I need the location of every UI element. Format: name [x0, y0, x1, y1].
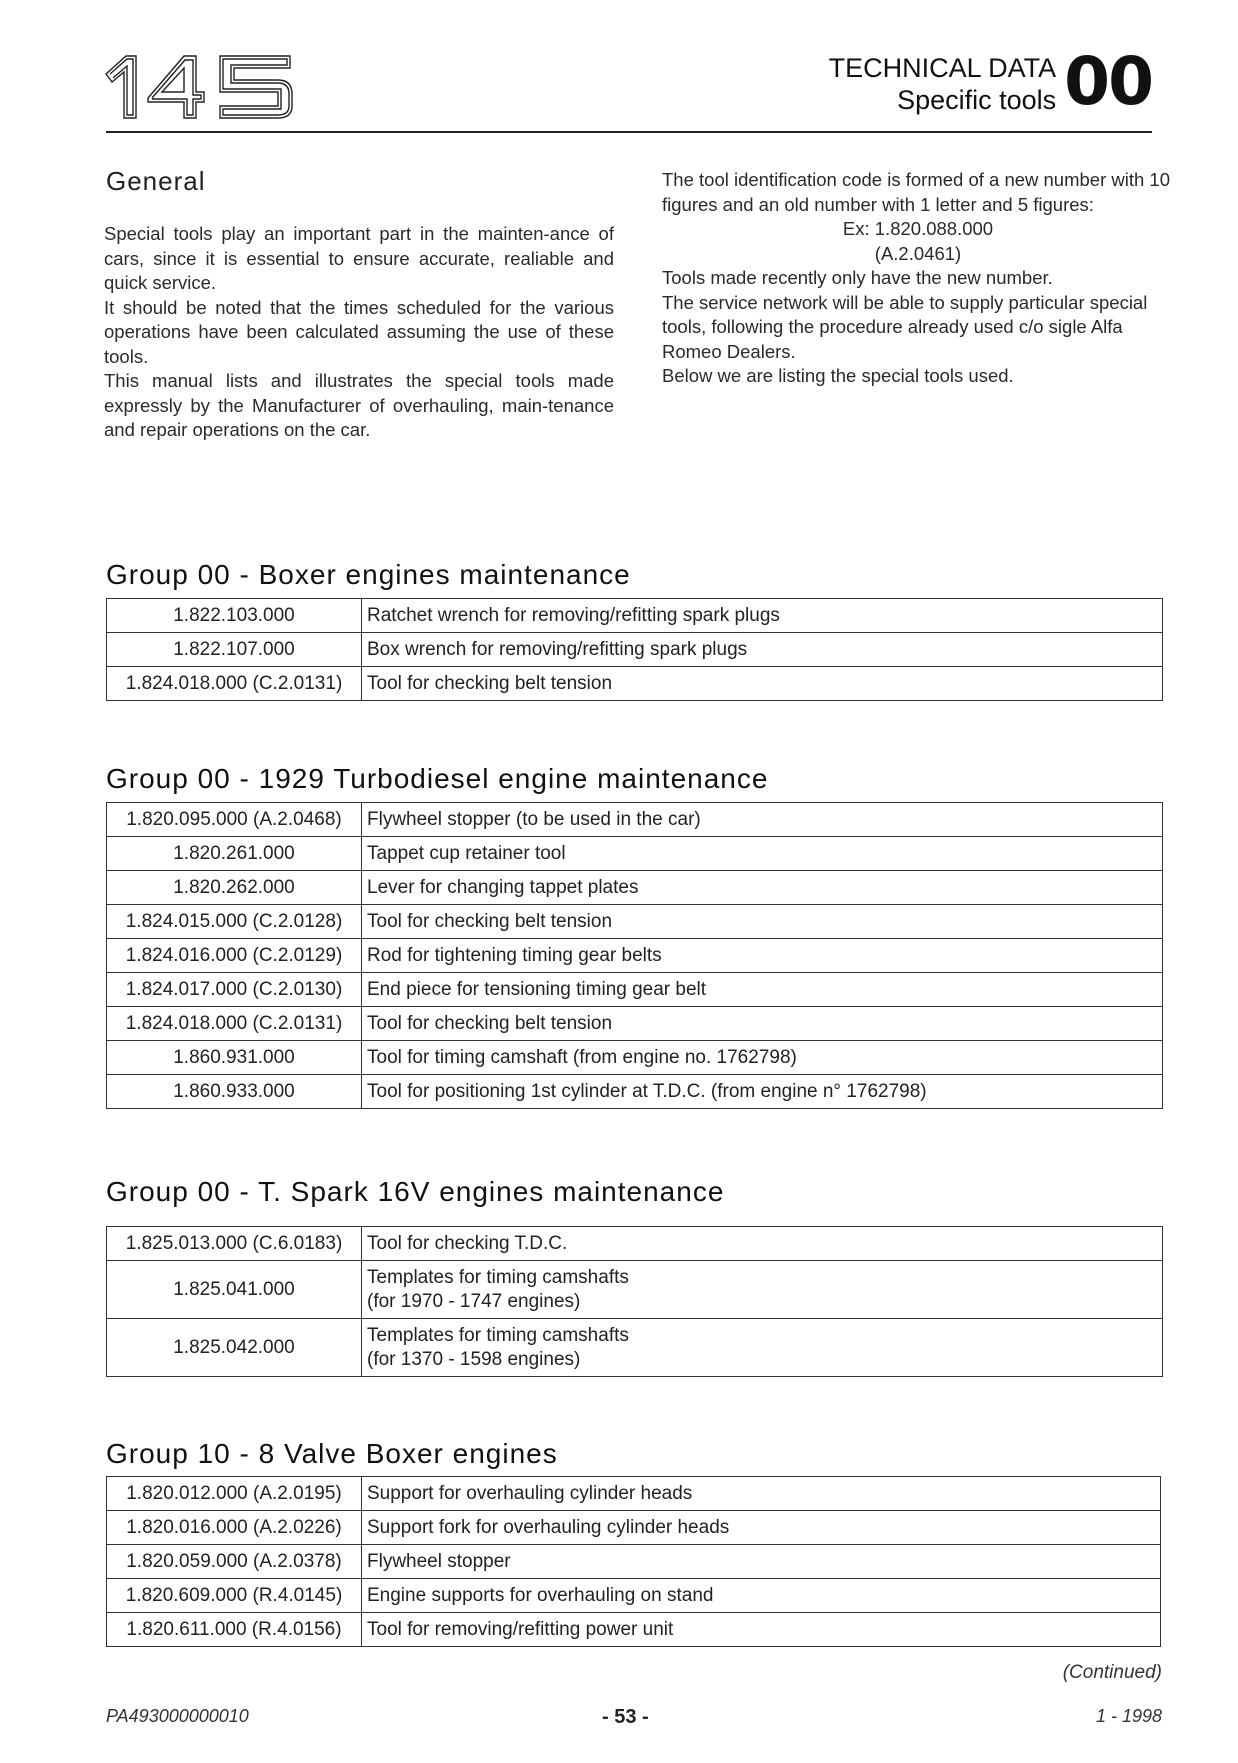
tool-code: 1.824.015.000 (C.2.0128) [107, 905, 362, 939]
group-heading: Group 10 - 8 Valve Boxer engines [106, 1438, 558, 1469]
tool-code: 1.820.609.000 (R.4.0145) [107, 1579, 362, 1613]
tool-code: 1.822.107.000 [107, 633, 362, 667]
continued-note: (Continued) [1062, 1662, 1162, 1683]
tool-description: Support fork for overhauling cylinder heads [362, 1511, 1161, 1545]
general-heading: General [106, 166, 206, 196]
header-subtitle: Specific tools [897, 85, 1057, 115]
tool-description: Lever for changing tappet plates [362, 871, 1163, 905]
group-heading: Group 00 - Boxer engines maintenance [106, 559, 631, 590]
general-paragraph: Below we are listing the special tools used. [662, 365, 1014, 386]
tool-code: 1.820.262.000 [107, 871, 362, 905]
tool-description-line: Templates for timing camshafts [367, 1324, 629, 1346]
tools-table [106, 1226, 1163, 1377]
tool-code: 1.820.095.000 (A.2.0468) [107, 803, 362, 837]
tool-description: Tool for timing camshaft (from engine no. 1762798) [362, 1041, 1163, 1075]
tool-description-line: (for 1970 - 1747 engines) [367, 1290, 581, 1312]
tool-code: 1.820.611.000 (R.4.0156) [107, 1613, 362, 1647]
table-row [107, 1545, 1161, 1579]
general-paragraph: The tool identification code is formed of a new number with 10 figures and an old number with 1 letter and 5 figures: [662, 169, 1171, 215]
tool-description: Flywheel stopper (to be used in the car) [362, 803, 1163, 837]
tool-description: Tool for checking T.D.C. [362, 1227, 1163, 1261]
tool-description: Tool for removing/refitting power unit [362, 1613, 1161, 1647]
tool-description: Tool for checking belt tension [362, 905, 1163, 939]
general-paragraph: Tools made recently only have the new number. [662, 267, 1053, 288]
tool-description: Rod for tightening timing gear belts [362, 939, 1163, 973]
tool-code: 1.860.931.000 [107, 1041, 362, 1075]
table-row [107, 1511, 1161, 1545]
edition-date: 1 - 1998 [1095, 1706, 1162, 1726]
table-row [107, 803, 1163, 837]
table-row [107, 1613, 1161, 1647]
table-row [107, 1261, 1163, 1319]
tool-description: Engine supports for overhauling on stand [362, 1579, 1161, 1613]
tools-table [106, 598, 1163, 701]
table-row [107, 667, 1163, 701]
table-row [107, 1319, 1163, 1377]
header-rule [106, 131, 1152, 133]
tool-description: Tappet cup retainer tool [362, 837, 1163, 871]
tool-code: 1.824.017.000 (C.2.0130) [107, 973, 362, 1007]
document-code: PA493000000010 [106, 1706, 249, 1726]
tool-description: Box wrench for removing/refitting spark plugs [362, 633, 1163, 667]
page-number: - 53 - [602, 1706, 649, 1728]
tool-description: Ratchet wrench for removing/refitting spark plugs [362, 599, 1163, 633]
tool-code: 1.825.042.000 [107, 1319, 362, 1377]
tool-description-line: (for 1370 - 1598 engines) [367, 1348, 581, 1370]
tool-code: 1.820.016.000 (A.2.0226) [107, 1511, 362, 1545]
tool-code: 1.822.103.000 [107, 599, 362, 633]
tool-description: Tool for checking belt tension [362, 1007, 1163, 1041]
table-row [107, 1579, 1161, 1613]
table-row [107, 1007, 1163, 1041]
tool-description: Flywheel stopper [362, 1545, 1161, 1579]
tool-code: 1.824.018.000 (C.2.0131) [107, 667, 362, 701]
tool-code: 1.825.041.000 [107, 1261, 362, 1319]
header-title: TECHNICAL DATA [828, 53, 1057, 83]
table-row [107, 633, 1163, 667]
table-row [107, 1477, 1161, 1511]
table-row [107, 871, 1163, 905]
table-row [107, 1041, 1163, 1075]
tools-table [106, 802, 1163, 1109]
model-145-logo [100, 52, 296, 124]
table-row [107, 599, 1163, 633]
tool-code: 1.824.018.000 (C.2.0131) [107, 1007, 362, 1041]
page-header [828, 43, 1152, 120]
group-heading: Group 00 - 1929 Turbodiesel engine maintenance [106, 763, 769, 794]
tool-description [362, 1261, 1163, 1319]
table-row [107, 905, 1163, 939]
tool-code: 1.820.059.000 (A.2.0378) [107, 1545, 362, 1579]
section-number: 00 [1064, 43, 1152, 120]
tool-description: Tool for positioning 1st cylinder at T.D.C. (from engine n° 1762798) [362, 1075, 1163, 1109]
tool-code: 1.824.016.000 (C.2.0129) [107, 939, 362, 973]
tool-code: 1.825.013.000 (C.6.0183) [107, 1227, 362, 1261]
example-code-new: Ex: 1.820.088.000 [842, 218, 994, 239]
group-heading: Group 00 - T. Spark 16V engines maintenance [106, 1176, 725, 1207]
general-right-column [662, 168, 1174, 389]
tool-description-line: Templates for timing camshafts [367, 1266, 629, 1288]
general-left-column [104, 222, 614, 443]
tool-code: 1.860.933.000 [107, 1075, 362, 1109]
table-row [107, 1227, 1163, 1261]
table-row [107, 973, 1163, 1007]
general-paragraph: The service network will be able to supply particular special tools, following the procedure already used c/o sigle Alfa Romeo Dealers. [662, 291, 1148, 362]
general-paragraph: This manual lists and illustrates the special tools made expressly by the Manufacturer of overhauling, main-tenance and repair operations on the car. [104, 370, 614, 440]
general-paragraph: It should be noted that the times scheduled for the various operations have been calculated assuming the use of these tools. [104, 296, 614, 367]
general-paragraph: Special tools play an important part in the mainten-ance of cars, since it is essential to ensure accurate, realiable and quick service. [104, 223, 614, 293]
tool-description: Support for overhauling cylinder heads [362, 1477, 1161, 1511]
table-row [107, 837, 1163, 871]
tools-table [106, 1476, 1161, 1647]
tool-code: 1.820.012.000 (A.2.0195) [107, 1477, 362, 1511]
tool-description: Tool for checking belt tension [362, 667, 1163, 701]
tool-description [362, 1319, 1163, 1377]
tool-code: 1.820.261.000 [107, 837, 362, 871]
table-row [107, 1075, 1163, 1109]
tool-description: End piece for tensioning timing gear belt [362, 973, 1163, 1007]
example-code-old: (A.2.0461) [874, 242, 962, 264]
table-row [107, 939, 1163, 973]
